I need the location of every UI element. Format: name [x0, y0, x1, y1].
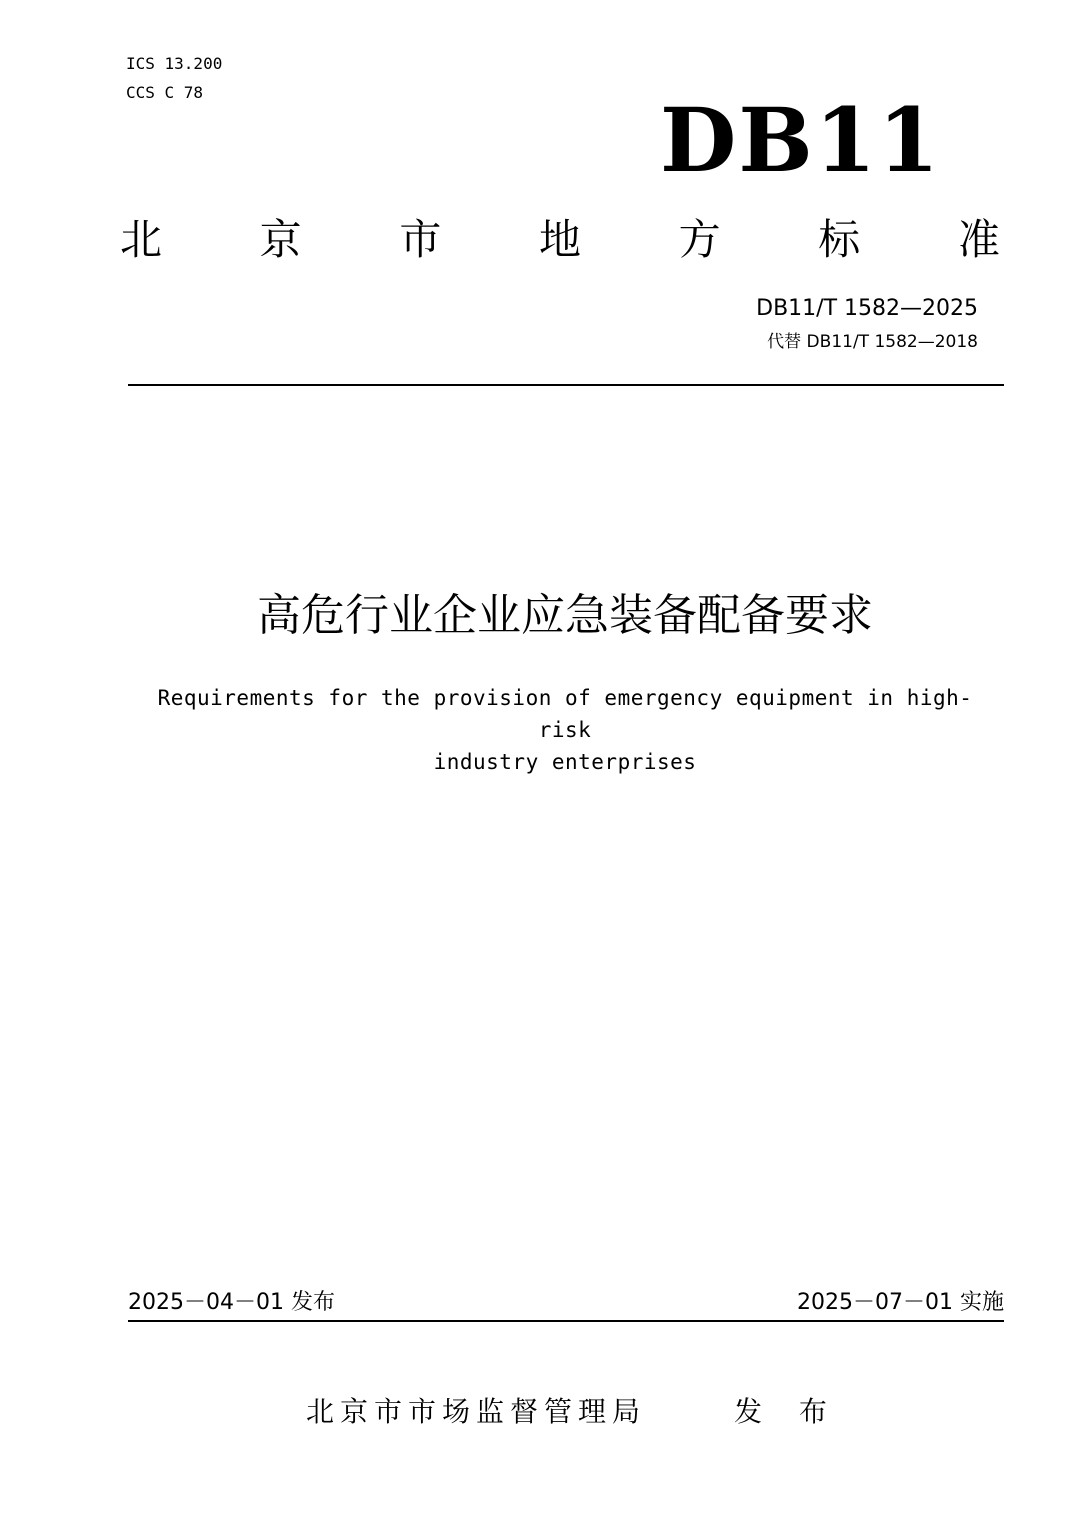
- db11-logo: DB11: [660, 88, 942, 192]
- standard-type-char: 方: [678, 215, 721, 264]
- standard-number: DB11/T 1582—2025: [756, 296, 978, 321]
- standard-type-char: 市: [399, 215, 442, 264]
- publish-label: 发 布: [734, 1395, 841, 1428]
- title-english-line-2: industry enterprises: [433, 750, 697, 774]
- standard-type-char: 地: [538, 215, 581, 264]
- publisher-name: 北京市市场监督管理局: [306, 1395, 647, 1428]
- title-chinese: 高危行业企业应急装备配备要求: [257, 590, 873, 641]
- ics-code: ICS 13.200: [126, 54, 223, 73]
- standard-type-char: 准: [957, 215, 1000, 264]
- standard-type-char: 京: [259, 215, 302, 264]
- issue-date: 2025－04－01 发布: [128, 1290, 335, 1315]
- standard-type-char: 北: [120, 215, 163, 264]
- standard-type-char: 标: [818, 215, 861, 264]
- top-divider: [128, 384, 1004, 386]
- title-english: [140, 682, 990, 778]
- supersedes-note: 代替 DB11/T 1582—2018: [767, 332, 978, 352]
- ccs-code: CCS C 78: [126, 83, 204, 102]
- title-english-line-1: Requirements for the provision of emergency equipment in high-risk: [157, 686, 973, 742]
- bottom-divider: [128, 1320, 1004, 1322]
- implementation-date: 2025－07－01 实施: [797, 1290, 1004, 1315]
- standard-type-heading: [120, 210, 1000, 264]
